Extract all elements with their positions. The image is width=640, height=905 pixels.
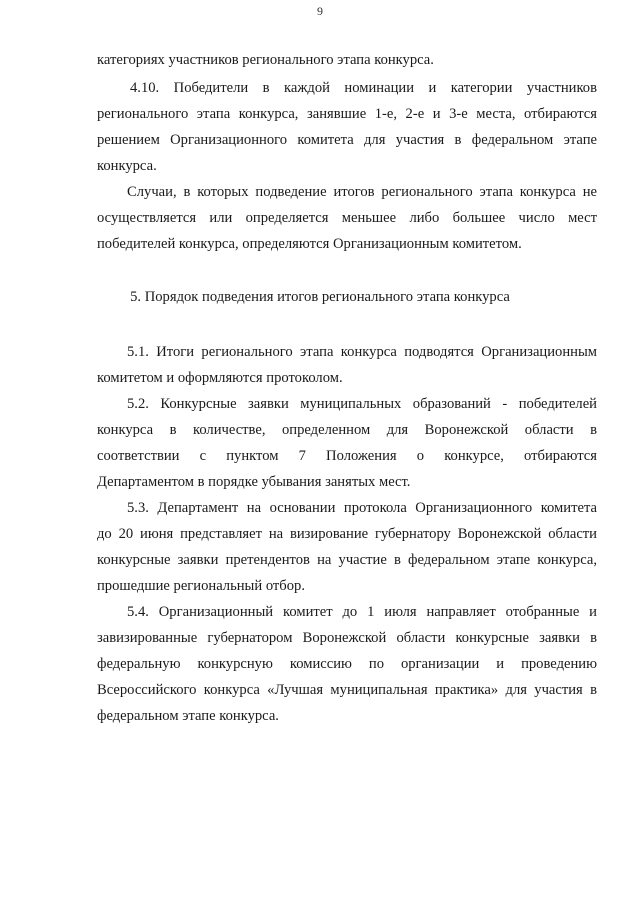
text-line: конкурса. xyxy=(97,158,157,174)
text-line: Всероссийского конкурса «Лучшая муниципальная практика» для участия в xyxy=(97,682,597,698)
text-line: федеральном этапе конкурса. xyxy=(97,708,279,724)
text-line: прошедшие региональный отбор. xyxy=(97,578,305,594)
text-line: категориях участников регионального этапа конкурса. xyxy=(97,52,434,68)
text-line: до 20 июня представляет на визирование губернатору Воронежской области xyxy=(97,526,597,542)
text-line: регионального этапа конкурса, занявшие 1-е, 2-е и 3-е места, отбираются xyxy=(97,106,597,122)
text-line: 5.2. Конкурсные заявки муниципальных образований - победителей xyxy=(127,396,597,412)
text-line: победителей конкурса, определяются Организационным комитетом. xyxy=(97,236,522,252)
text-line: решением Организационного комитета для участия в федеральном этапе xyxy=(97,132,597,148)
text-line: завизированные губернатором Воронежской области конкурсные заявки в xyxy=(97,630,597,646)
text-line: 5.3. Департамент на основании протокола Организационного комитета xyxy=(127,500,597,516)
text-line: соответствии с пунктом 7 Положения о конкурсе, отбираются xyxy=(97,448,597,464)
text-line: федеральную конкурсную комиссию по организации и проведению xyxy=(97,656,597,672)
text-line: конкурсные заявки претендентов на участие в федеральном этапе конкурса, xyxy=(97,552,597,568)
text-line: Случаи, в которых подведение итогов регионального этапа конкурса не xyxy=(127,184,597,200)
text-line: 4.10. Победители в каждой номинации и категории участников xyxy=(130,80,597,96)
text-line: комитетом и оформляются протоколом. xyxy=(97,370,343,386)
text-line: Департаментом в порядке убывания занятых мест. xyxy=(97,474,411,490)
text-line: 5.4. Организационный комитет до 1 июля направляет отобранные и xyxy=(127,604,597,620)
page-number: 9 xyxy=(317,4,323,18)
section-heading: 5. Порядок подведения итогов регионального этапа конкурса xyxy=(130,289,510,305)
text-line: 5.1. Итоги регионального этапа конкурса подводятся Организационным xyxy=(127,344,597,360)
text-line: конкурса в количестве, определенном для Воронежской области в xyxy=(97,422,597,438)
text-line: осуществляется или определяется меньшее либо большее число мест xyxy=(97,210,597,226)
